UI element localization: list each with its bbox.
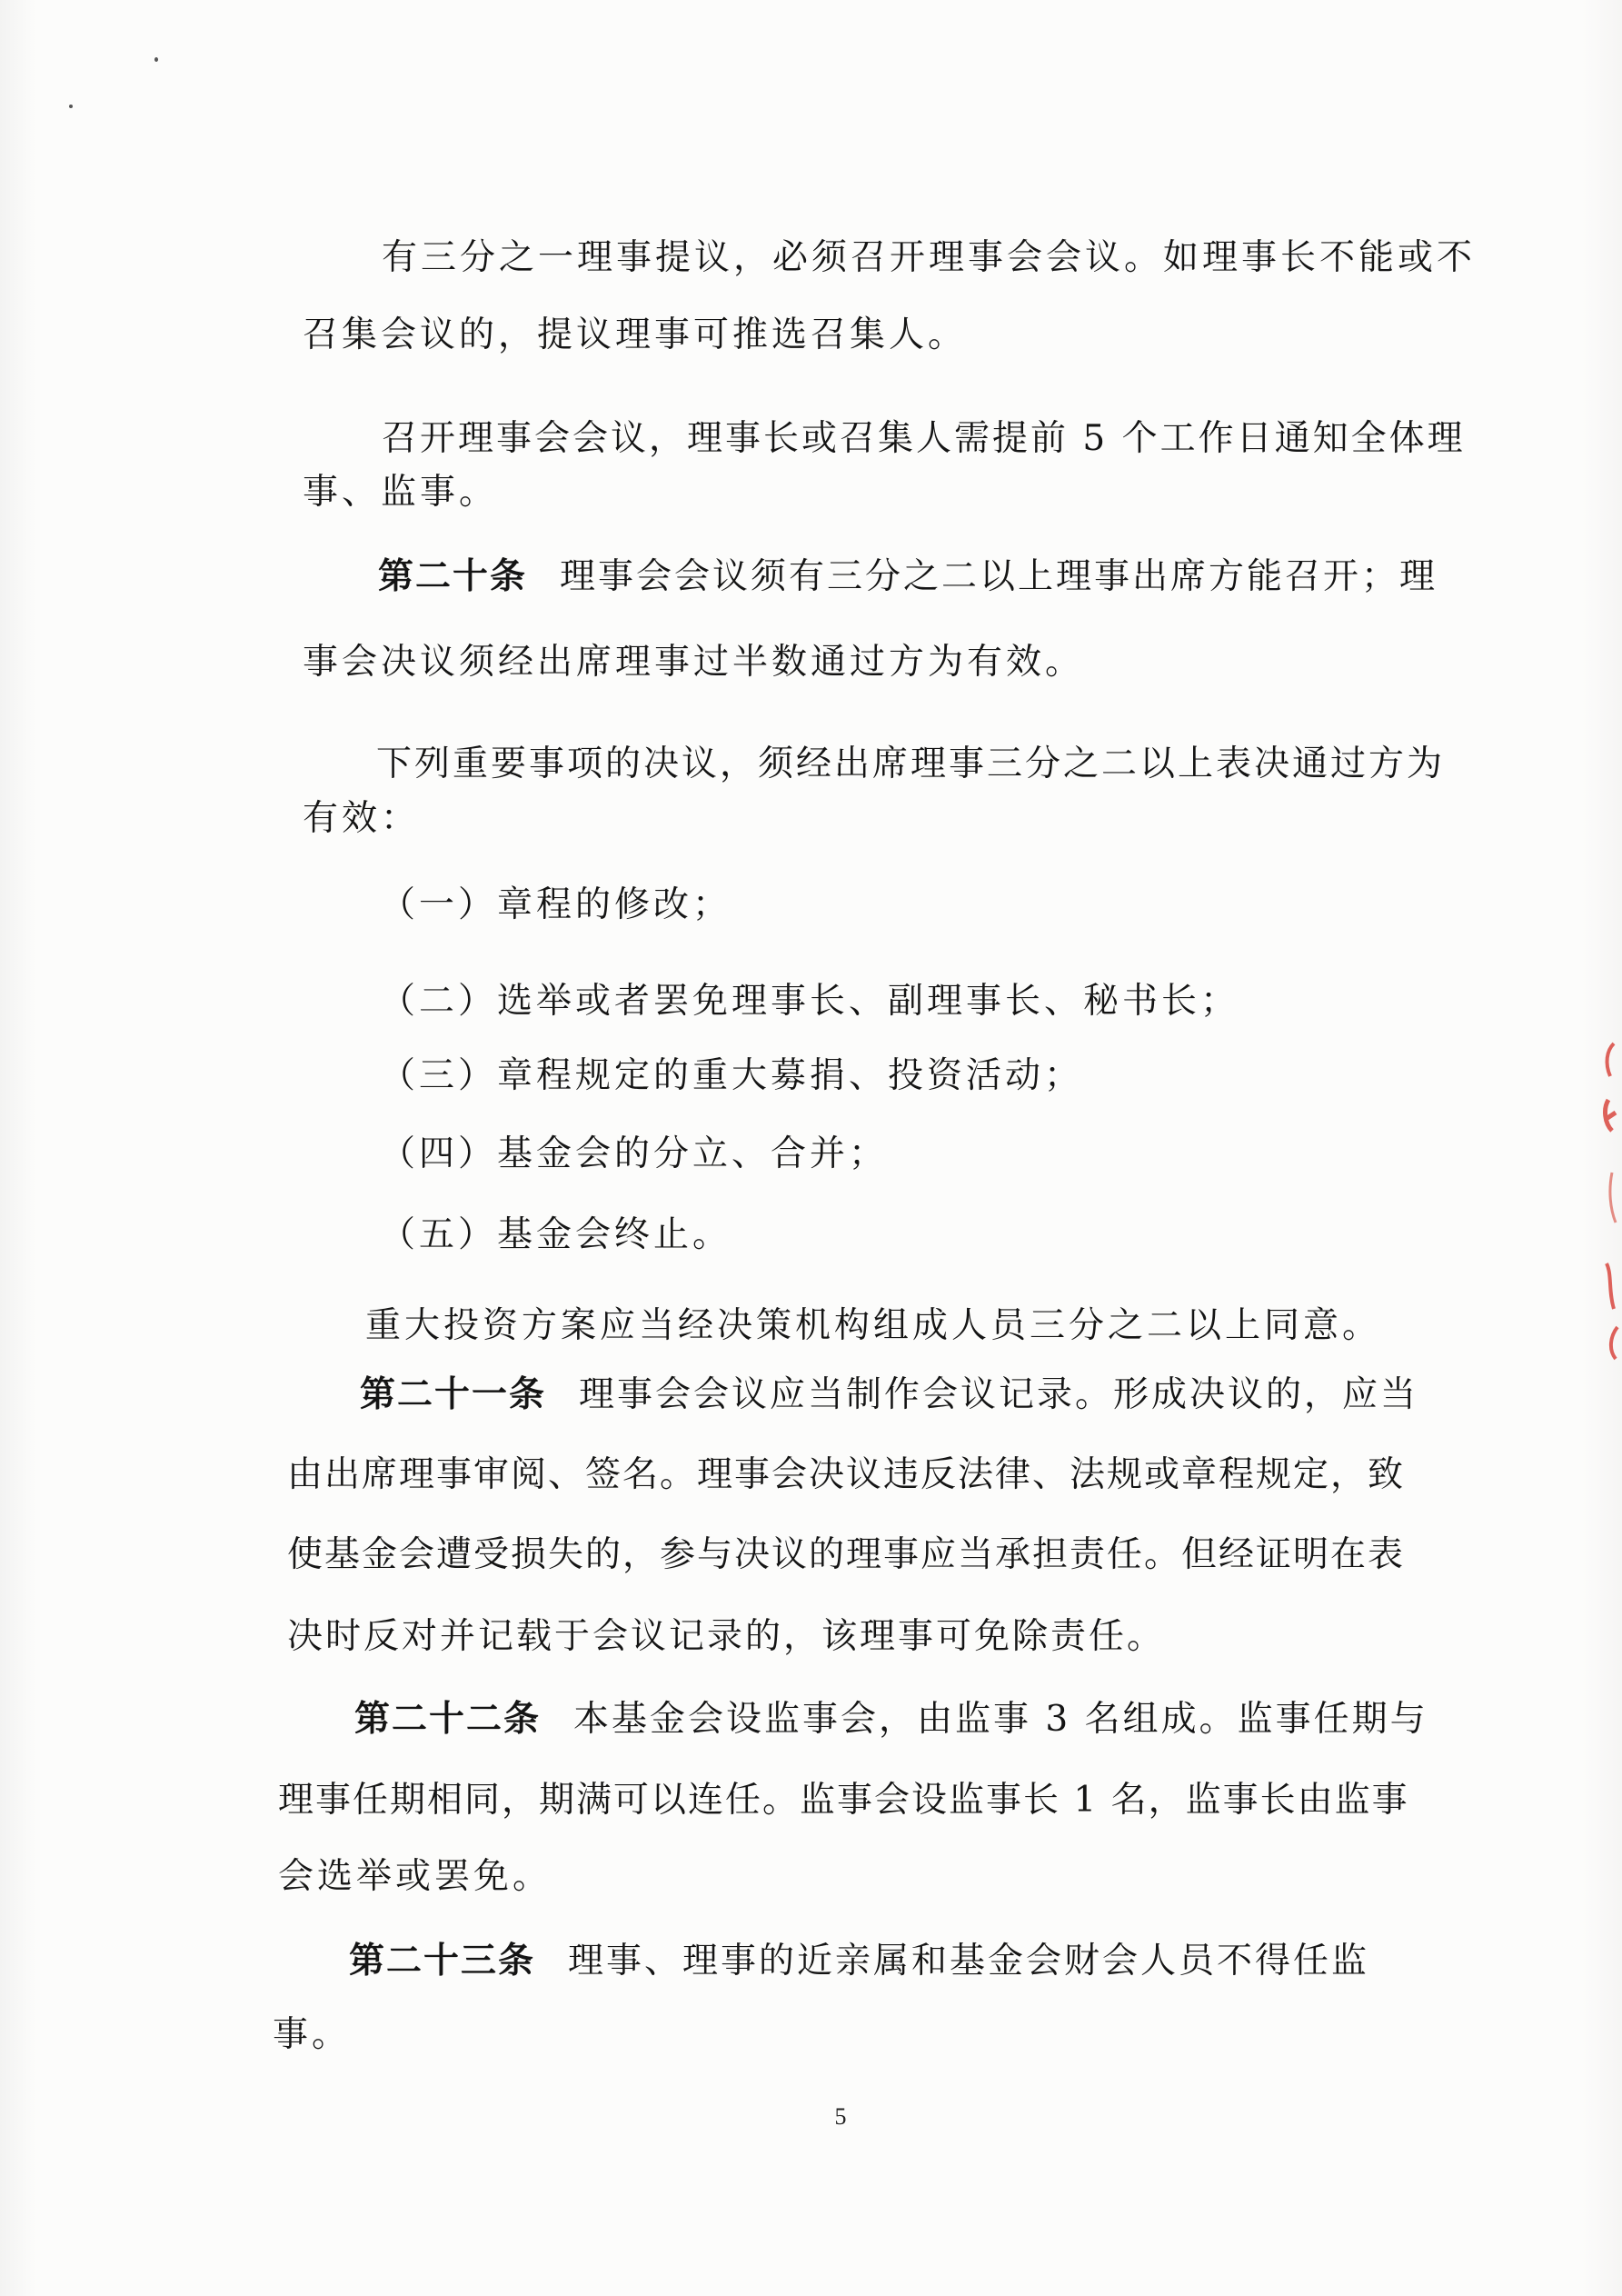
list-item: （二）选举或者罢免理事长、副理事长、秘书长； xyxy=(380,981,1240,1022)
text-line: 下列重要事项的决议，须经出席理事三分之二以上表决通过方为 xyxy=(376,744,1446,784)
article-heading: 第二十条 xyxy=(378,556,528,597)
text-line: 召开理事会会议，理事长或召集人需提前 5 个工作日通知全体理 xyxy=(382,418,1466,459)
article-text: 本基金会设监事会，由监事 3 名组成。监事任期与 xyxy=(573,1699,1428,1740)
scan-speck xyxy=(154,57,158,62)
article-21 xyxy=(360,1372,1418,1419)
text-line: 会选举或罢免。 xyxy=(278,1856,552,1897)
scan-speck xyxy=(69,105,73,108)
text-line: 理事任期相同，期满可以连任。监事会设监事长 1 名，监事长由监事 xyxy=(278,1780,1409,1821)
list-item: （一）章程的修改； xyxy=(380,884,732,925)
list-item: （四）基金会的分立、合并； xyxy=(380,1133,889,1174)
text-line: 有效： xyxy=(303,798,421,839)
article-text: 理事会会议须有三分之二以上理事出席方能召开；理 xyxy=(560,556,1438,597)
article-heading: 第二十三条 xyxy=(349,1941,536,1982)
article-heading: 第二十二条 xyxy=(354,1699,542,1740)
text-line: 有三分之一理事提议，必须召开理事会会议。如理事长不能或不 xyxy=(382,237,1477,278)
article-heading: 第二十一条 xyxy=(360,1374,547,1415)
text-line: 重大投资方案应当经决策机构组成人员三分之二以上同意。 xyxy=(365,1305,1382,1346)
text-line: 决时反对并记载于会议记录的，该理事可免除责任。 xyxy=(287,1616,1166,1657)
text-line: 召集会议的，提议理事可推选召集人。 xyxy=(303,314,968,355)
seal-stamp-fragment xyxy=(1599,1036,1622,1363)
text-line: 事、监事。 xyxy=(303,472,499,513)
article-23 xyxy=(349,1938,1369,1985)
article-22 xyxy=(354,1696,1428,1743)
article-text: 理事、理事的近亲属和基金会财会人员不得任监 xyxy=(568,1941,1370,1982)
text-line: 事。 xyxy=(273,2014,352,2055)
text-line: 使基金会遭受损失的，参与决议的理事应当承担责任。但经证明在表 xyxy=(287,1534,1406,1575)
article-text: 理事会会议应当制作会议记录。形成决议的，应当 xyxy=(579,1374,1419,1415)
page-number: 5 xyxy=(834,2103,847,2130)
text-line: 事会决议须经出席理事过半数通过方为有效。 xyxy=(303,642,1085,683)
text-line: 由出席理事审阅、签名。理事会决议违反法律、法规或章程规定，致 xyxy=(287,1454,1406,1495)
list-item: （三）章程规定的重大募捐、投资活动； xyxy=(380,1055,1084,1096)
article-20 xyxy=(378,554,1438,601)
list-item: （五）基金会终止。 xyxy=(380,1214,732,1255)
